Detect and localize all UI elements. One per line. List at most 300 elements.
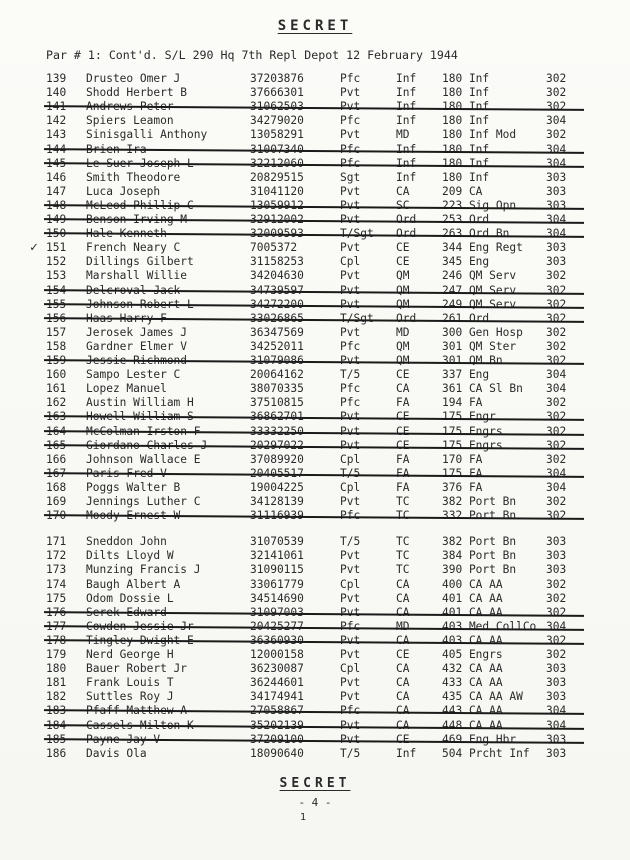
roster-row [0, 340, 630, 354]
roster-row [0, 563, 630, 577]
roster-num: 180 [46, 662, 67, 676]
roster-grade: Pvt [340, 283, 361, 297]
roster-unit: 301 QM Bn [442, 354, 503, 367]
classification-header: SECRET [277, 18, 353, 34]
roster-unit: 401 CA AA [442, 605, 503, 619]
roster-grade: Pvt [340, 269, 361, 283]
roster-grade: Pvt [340, 648, 361, 661]
classification-footer: SECRET [279, 776, 351, 791]
roster-code: 302 [546, 577, 567, 591]
roster-arm: CA [396, 605, 410, 619]
roster-num: 172 [46, 549, 67, 563]
roster-arm: Inf [396, 100, 417, 114]
roster-arm: TC [396, 509, 410, 523]
roster-grade: Pvt [340, 732, 361, 746]
roster-arm: MD [396, 128, 410, 142]
roster-name: Gardner Elmer V [86, 339, 188, 353]
roster-serial: 34279020 [250, 114, 304, 128]
roster-unit: 194 FA [442, 396, 483, 410]
roster-name: Paris Fred V [86, 466, 167, 480]
roster-serial: 31097003 [250, 605, 304, 619]
roster-arm: Inf [396, 746, 417, 760]
roster-name: Shodd Herbert B [86, 86, 188, 100]
roster-code: 302 [546, 297, 567, 311]
roster-code: 302 [546, 452, 567, 466]
roster-arm: FA [396, 480, 410, 494]
roster-code: 302 [546, 269, 567, 283]
roster-row [0, 213, 630, 227]
roster-num: 176 [46, 605, 67, 619]
roster-code: 303 [546, 662, 567, 676]
roster-serial: 34252011 [250, 339, 304, 353]
roster-unit: 405 Engrs [442, 648, 503, 661]
roster-code: 302 [546, 86, 567, 100]
roster-num: 184 [46, 718, 67, 732]
roster-unit: 223 Sig Opn [442, 198, 517, 212]
roster-unit: 175 Engrs [442, 424, 503, 438]
roster-name: Sinisgalli Anthony [86, 128, 208, 142]
roster-arm: CE [396, 241, 410, 255]
roster-code: 304 [546, 480, 567, 494]
roster-arm: CA [396, 382, 410, 396]
roster-code: 304 [546, 718, 567, 732]
roster-grade: Pfc [340, 339, 361, 353]
roster-unit: 300 Gen Hosp [442, 325, 523, 339]
roster-unit: 175 FA [442, 466, 483, 480]
roster-grade: Pvt [340, 495, 361, 508]
roster-grade: Pvt [340, 633, 361, 647]
roster-num: 149 [46, 213, 67, 226]
roster-row [0, 439, 630, 453]
roster-row [0, 157, 630, 171]
roster-num: 140 [46, 86, 67, 100]
roster-code: 304 [546, 466, 567, 480]
roster-row [0, 648, 630, 662]
roster-unit: 301 QM Ster [442, 339, 517, 353]
roster-unit: 469 Eng Hbr [442, 732, 517, 746]
roster-code: 302 [546, 72, 567, 85]
roster-serial: 37666301 [250, 86, 304, 100]
roster-serial: 33332250 [250, 424, 304, 438]
roster-name: Cassels Milton K [86, 718, 194, 732]
roster-name: Johnson Robert L [86, 297, 194, 311]
roster-serial: 37203876 [250, 72, 304, 85]
roster-num: 139 [46, 72, 67, 85]
roster-code: 304 [546, 368, 567, 382]
roster-serial: 19004225 [250, 480, 304, 494]
roster-arm: Inf [396, 170, 417, 184]
roster-serial: 31007340 [250, 142, 304, 156]
roster-code: 302 [546, 648, 567, 661]
roster-name: Baugh Albert A [86, 577, 181, 591]
roster-name: Delcroval Jack [86, 283, 181, 297]
roster-num: 154 [46, 283, 67, 297]
roster-serial: 31158253 [250, 255, 304, 269]
roster-unit: 180 Inf [442, 72, 490, 85]
roster-row [0, 747, 630, 761]
roster-num: 150 [46, 227, 67, 241]
roster-name: Dilts Lloyd W [86, 549, 174, 563]
roster-row [0, 171, 630, 185]
roster-arm: TC [396, 495, 410, 508]
roster-name: Munzing Francis J [86, 563, 201, 577]
roster-unit: 448 CA AA [442, 718, 503, 732]
roster-code: 302 [546, 311, 567, 325]
roster-row [0, 284, 630, 298]
roster-num: 167 [46, 466, 67, 480]
roster-serial: 34204630 [250, 269, 304, 283]
roster-grade: Pvt [340, 424, 361, 438]
roster-arm: Ord [396, 213, 417, 226]
roster-name: Suttles Roy J [86, 690, 174, 704]
roster-num: 161 [46, 382, 67, 396]
roster-grade: Cpl [340, 577, 361, 591]
roster-num: 160 [46, 368, 67, 382]
roster-serial: 32009593 [250, 227, 304, 241]
roster-num: 185 [46, 732, 67, 746]
roster-code: 302 [546, 128, 567, 142]
roster-serial: 7005372 [250, 241, 298, 255]
roster-grade: Pfc [340, 114, 361, 128]
roster-serial: 36862701 [250, 410, 304, 424]
roster-code: 303 [546, 170, 567, 184]
roster-unit: 384 Port Bn [442, 549, 517, 563]
roster-row [0, 733, 630, 747]
roster-arm: TC [396, 535, 410, 549]
roster-code: 302 [546, 325, 567, 339]
roster-num: 171 [46, 535, 67, 549]
roster-row [0, 255, 630, 269]
roster-num: 165 [46, 438, 67, 452]
roster-num: 144 [46, 142, 67, 156]
roster-name: French Neary C [86, 241, 181, 255]
roster-num: 168 [46, 480, 67, 494]
roster-num: 162 [46, 396, 67, 410]
roster-name: Bauer Robert Jr [86, 662, 188, 676]
roster-code: 303 [546, 732, 567, 746]
roster-row [0, 410, 630, 424]
roster-row [0, 467, 630, 481]
roster-name: Howell William S [86, 410, 194, 424]
roster-code: 302 [546, 100, 567, 114]
roster-grade: Pvt [340, 128, 361, 142]
roster-row [0, 578, 630, 592]
roster-num: 163 [46, 410, 67, 424]
roster-row [0, 227, 630, 241]
roster-arm: CE [396, 368, 410, 382]
roster-row [0, 185, 630, 199]
roster-serial: 13059912 [250, 198, 304, 212]
roster-grade: Pvt [340, 198, 361, 212]
roster-arm: CA [396, 718, 410, 732]
roster-grade: Cpl [340, 662, 361, 676]
roster-row [0, 592, 630, 606]
roster-num: 173 [46, 563, 67, 577]
roster-row [0, 453, 630, 467]
roster-arm: QM [396, 269, 410, 283]
roster-unit: 361 CA Sl Bn [442, 382, 523, 396]
roster-grade: Pvt [340, 563, 361, 577]
roster-serial: 31041120 [250, 184, 304, 198]
roster-grade: Pvt [340, 676, 361, 690]
roster-code: 303 [546, 184, 567, 198]
roster-code: 303 [546, 676, 567, 690]
roster-grade: Pvt [340, 718, 361, 732]
roster-num: 169 [46, 495, 67, 508]
roster-unit: 180 Inf [442, 100, 490, 114]
roster-serial: 20425277 [250, 619, 304, 633]
roster-grade: Pfc [340, 142, 361, 156]
roster-serial: 31079086 [250, 354, 304, 367]
roster-grade: T/5 [340, 466, 361, 480]
roster-code: 302 [546, 283, 567, 297]
roster-serial: 34128139 [250, 495, 304, 508]
roster-grade: T/5 [340, 535, 361, 549]
page-number: - 4 - [298, 796, 332, 809]
roster-arm: QM [396, 354, 410, 367]
roster-num: 159 [46, 354, 67, 367]
roster-code: 304 [546, 142, 567, 156]
roster-arm: CE [396, 438, 410, 452]
roster-row [0, 114, 630, 128]
roster-arm: TC [396, 563, 410, 577]
roster-grade: Pvt [340, 213, 361, 226]
roster-unit: 209 CA [442, 184, 483, 198]
roster-serial: 34272200 [250, 297, 304, 311]
roster-row [0, 620, 630, 634]
roster-num: 147 [46, 184, 67, 198]
roster-row [0, 354, 630, 368]
roster-arm: QM [396, 283, 410, 297]
roster-row [0, 199, 630, 213]
roster-name: Jerosek James J [86, 325, 188, 339]
roster-name: Dillings Gilbert [86, 255, 194, 269]
roster-serial: 32141061 [250, 549, 304, 563]
roster-row [0, 719, 630, 733]
roster-name: Sampo Lester C [86, 368, 181, 382]
roster-unit: 432 CA AA [442, 662, 503, 676]
roster-serial: 34174941 [250, 690, 304, 704]
roster-row [0, 495, 630, 509]
roster-serial: 20064162 [250, 368, 304, 382]
roster-name: Lopez Manuel [86, 382, 167, 396]
roster-arm: MD [396, 619, 410, 633]
roster-code: 304 [546, 227, 567, 241]
roster-num: 158 [46, 339, 67, 353]
roster-num: 178 [46, 633, 67, 647]
roster-num: 143 [46, 128, 67, 142]
roster-unit: 180 Inf [442, 156, 490, 170]
roster-arm: CA [396, 577, 410, 591]
roster-name: Marshall Willie [86, 269, 188, 283]
roster-grade: T/Sgt [340, 227, 374, 241]
roster-name: McColman Irston F [86, 424, 201, 438]
roster-num: 145 [46, 156, 67, 170]
roster-arm: Inf [396, 114, 417, 128]
roster-code: 303 [546, 549, 567, 563]
roster-name: Spiers Leamon [86, 114, 174, 128]
roster-name: Poggs Walter B [86, 480, 181, 494]
roster-code: 304 [546, 619, 567, 633]
roster-name: McLeod Phillip C [86, 198, 194, 212]
roster-num: 156 [46, 311, 67, 325]
roster-serial: 18090640 [250, 746, 304, 760]
roster-row [0, 535, 630, 549]
roster-grade: Pvt [340, 690, 361, 704]
roster-serial: 31090115 [250, 563, 304, 577]
roster-arm: CA [396, 662, 410, 676]
roster-code: 303 [546, 241, 567, 255]
roster-serial: 37089920 [250, 452, 304, 466]
roster-name: Sneddon John [86, 535, 167, 549]
roster-code: 302 [546, 605, 567, 619]
roster-num: 164 [46, 424, 67, 438]
roster-serial: 34514690 [250, 591, 304, 605]
roster-arm: Inf [396, 142, 417, 156]
roster-unit: 175 Engrs [442, 438, 503, 452]
roster-code: 302 [546, 633, 567, 647]
roster-num: 155 [46, 297, 67, 311]
roster-num: 179 [46, 648, 67, 661]
roster-num: 183 [46, 704, 67, 718]
roster-grade: Pvt [340, 100, 361, 114]
roster-name: Tingley Dwight E [86, 633, 194, 647]
roster-grade: Cpl [340, 452, 361, 466]
roster-name: Brien Ira [86, 142, 147, 156]
roster-code: 303 [546, 198, 567, 212]
roster-code: 303 [546, 563, 567, 577]
roster-row [0, 312, 630, 326]
roster-grade: Cpl [340, 255, 361, 269]
roster-unit: 180 Inf Mod [442, 128, 517, 142]
roster-num: 148 [46, 198, 67, 212]
roster-row [0, 634, 630, 648]
roster-name: Davis Ola [86, 746, 147, 760]
roster-grade: Pvt [340, 86, 361, 100]
roster-serial: 37209100 [250, 732, 304, 746]
roster-name: Moody Ernest W [86, 509, 181, 523]
roster-unit: 433 CA AA [442, 676, 503, 690]
roster-heading: Par # 1: Cont'd. S/L 290 Hq 7th Repl Depot 12 February 1944 [46, 48, 458, 62]
roster-arm: CA [396, 704, 410, 718]
roster-unit: 401 CA AA [442, 591, 503, 605]
roster-num: 186 [46, 746, 67, 760]
roster-name: Odom Dossie L [86, 591, 174, 605]
roster-serial: 20829515 [250, 170, 304, 184]
roster-row [0, 382, 630, 396]
roster-serial: 33061779 [250, 577, 304, 591]
roster-arm: FA [396, 396, 410, 410]
roster-unit: 382 Port Bn [442, 535, 517, 549]
roster-grade: Pfc [340, 72, 361, 85]
roster-code: 302 [546, 438, 567, 452]
roster-grade: Pfc [340, 704, 361, 718]
roster-row [0, 481, 630, 495]
roster-unit: 180 Inf [442, 170, 490, 184]
roster-row [0, 396, 630, 410]
roster-name: Frank Louis T [86, 676, 174, 690]
roster-num: 157 [46, 325, 67, 339]
roster-unit: 180 Inf [442, 142, 490, 156]
roster-arm: CA [396, 676, 410, 690]
roster-arm: Ord [396, 227, 417, 241]
roster-row [0, 425, 630, 439]
roster-name: Payne Jay V [86, 732, 161, 746]
roster-num: 181 [46, 676, 67, 690]
roster-code: 302 [546, 410, 567, 424]
roster-arm: CE [396, 410, 410, 424]
roster-unit: 376 FA [442, 480, 483, 494]
roster-row [0, 269, 630, 283]
roster-arm: CE [396, 255, 410, 269]
roster-row [0, 549, 630, 563]
roster-serial: 35202139 [250, 718, 304, 732]
roster-serial: 31116939 [250, 509, 304, 523]
roster-row [0, 86, 630, 100]
roster-name: Le Suer Joseph L [86, 156, 194, 170]
roster-num: 141 [46, 100, 67, 114]
roster-unit: 332 Port Bn [442, 509, 517, 523]
roster-arm: CA [396, 633, 410, 647]
roster-code: 302 [546, 424, 567, 438]
roster-code: 302 [546, 354, 567, 367]
roster-arm: FA [396, 452, 410, 466]
roster-grade: Pvt [340, 605, 361, 619]
roster-name: Jennings Luther C [86, 495, 201, 508]
roster-grade: Sgt [340, 170, 361, 184]
roster-name: Jessie Richmond [86, 354, 188, 367]
roster-grade: Pvt [340, 410, 361, 424]
roster-arm: QM [396, 297, 410, 311]
roster-name: Drusteo Omer J [86, 72, 181, 85]
roster-serial: 31070539 [250, 535, 304, 549]
roster-num: 175 [46, 591, 67, 605]
roster-serial: 27058867 [250, 704, 304, 718]
roster-num: 153 [46, 269, 67, 283]
roster-unit: 249 QM Serv [442, 297, 517, 311]
roster-serial: 36347569 [250, 325, 304, 339]
roster-num: 174 [46, 577, 67, 591]
roster-grade: Pvt [340, 591, 361, 605]
roster-name: Cowden Jessie Jr [86, 619, 194, 633]
roster-grade: Pfc [340, 382, 361, 396]
roster-unit: 253 Ord [442, 213, 490, 226]
roster-grade: Pvt [340, 297, 361, 311]
roster-row [0, 128, 630, 142]
roster-serial: 38070335 [250, 382, 304, 396]
roster-serial: 34739597 [250, 283, 304, 297]
roster-unit: 403 CA AA [442, 633, 503, 647]
roster-grade: Pfc [340, 509, 361, 523]
roster-arm: Inf [396, 72, 417, 85]
roster-unit: 337 Eng [442, 368, 490, 382]
roster-num: 182 [46, 690, 67, 704]
roster-arm: FA [396, 466, 410, 480]
roster-serial: 36230087 [250, 662, 304, 676]
roster-row [0, 676, 630, 690]
roster-code: 302 [546, 339, 567, 353]
roster-code: 304 [546, 114, 567, 128]
roster-serial: 31062503 [250, 100, 304, 114]
roster-code: 303 [546, 255, 567, 269]
roster-grade: Pfc [340, 156, 361, 170]
roster-unit: 345 Eng [442, 255, 490, 269]
roster-unit: 263 Ord Bn [442, 227, 510, 241]
roster-unit: 246 QM Serv [442, 269, 517, 283]
roster-grade: Cpl [340, 480, 361, 494]
roster-grade: Pfc [340, 619, 361, 633]
roster-grade: Pfc [340, 396, 361, 410]
